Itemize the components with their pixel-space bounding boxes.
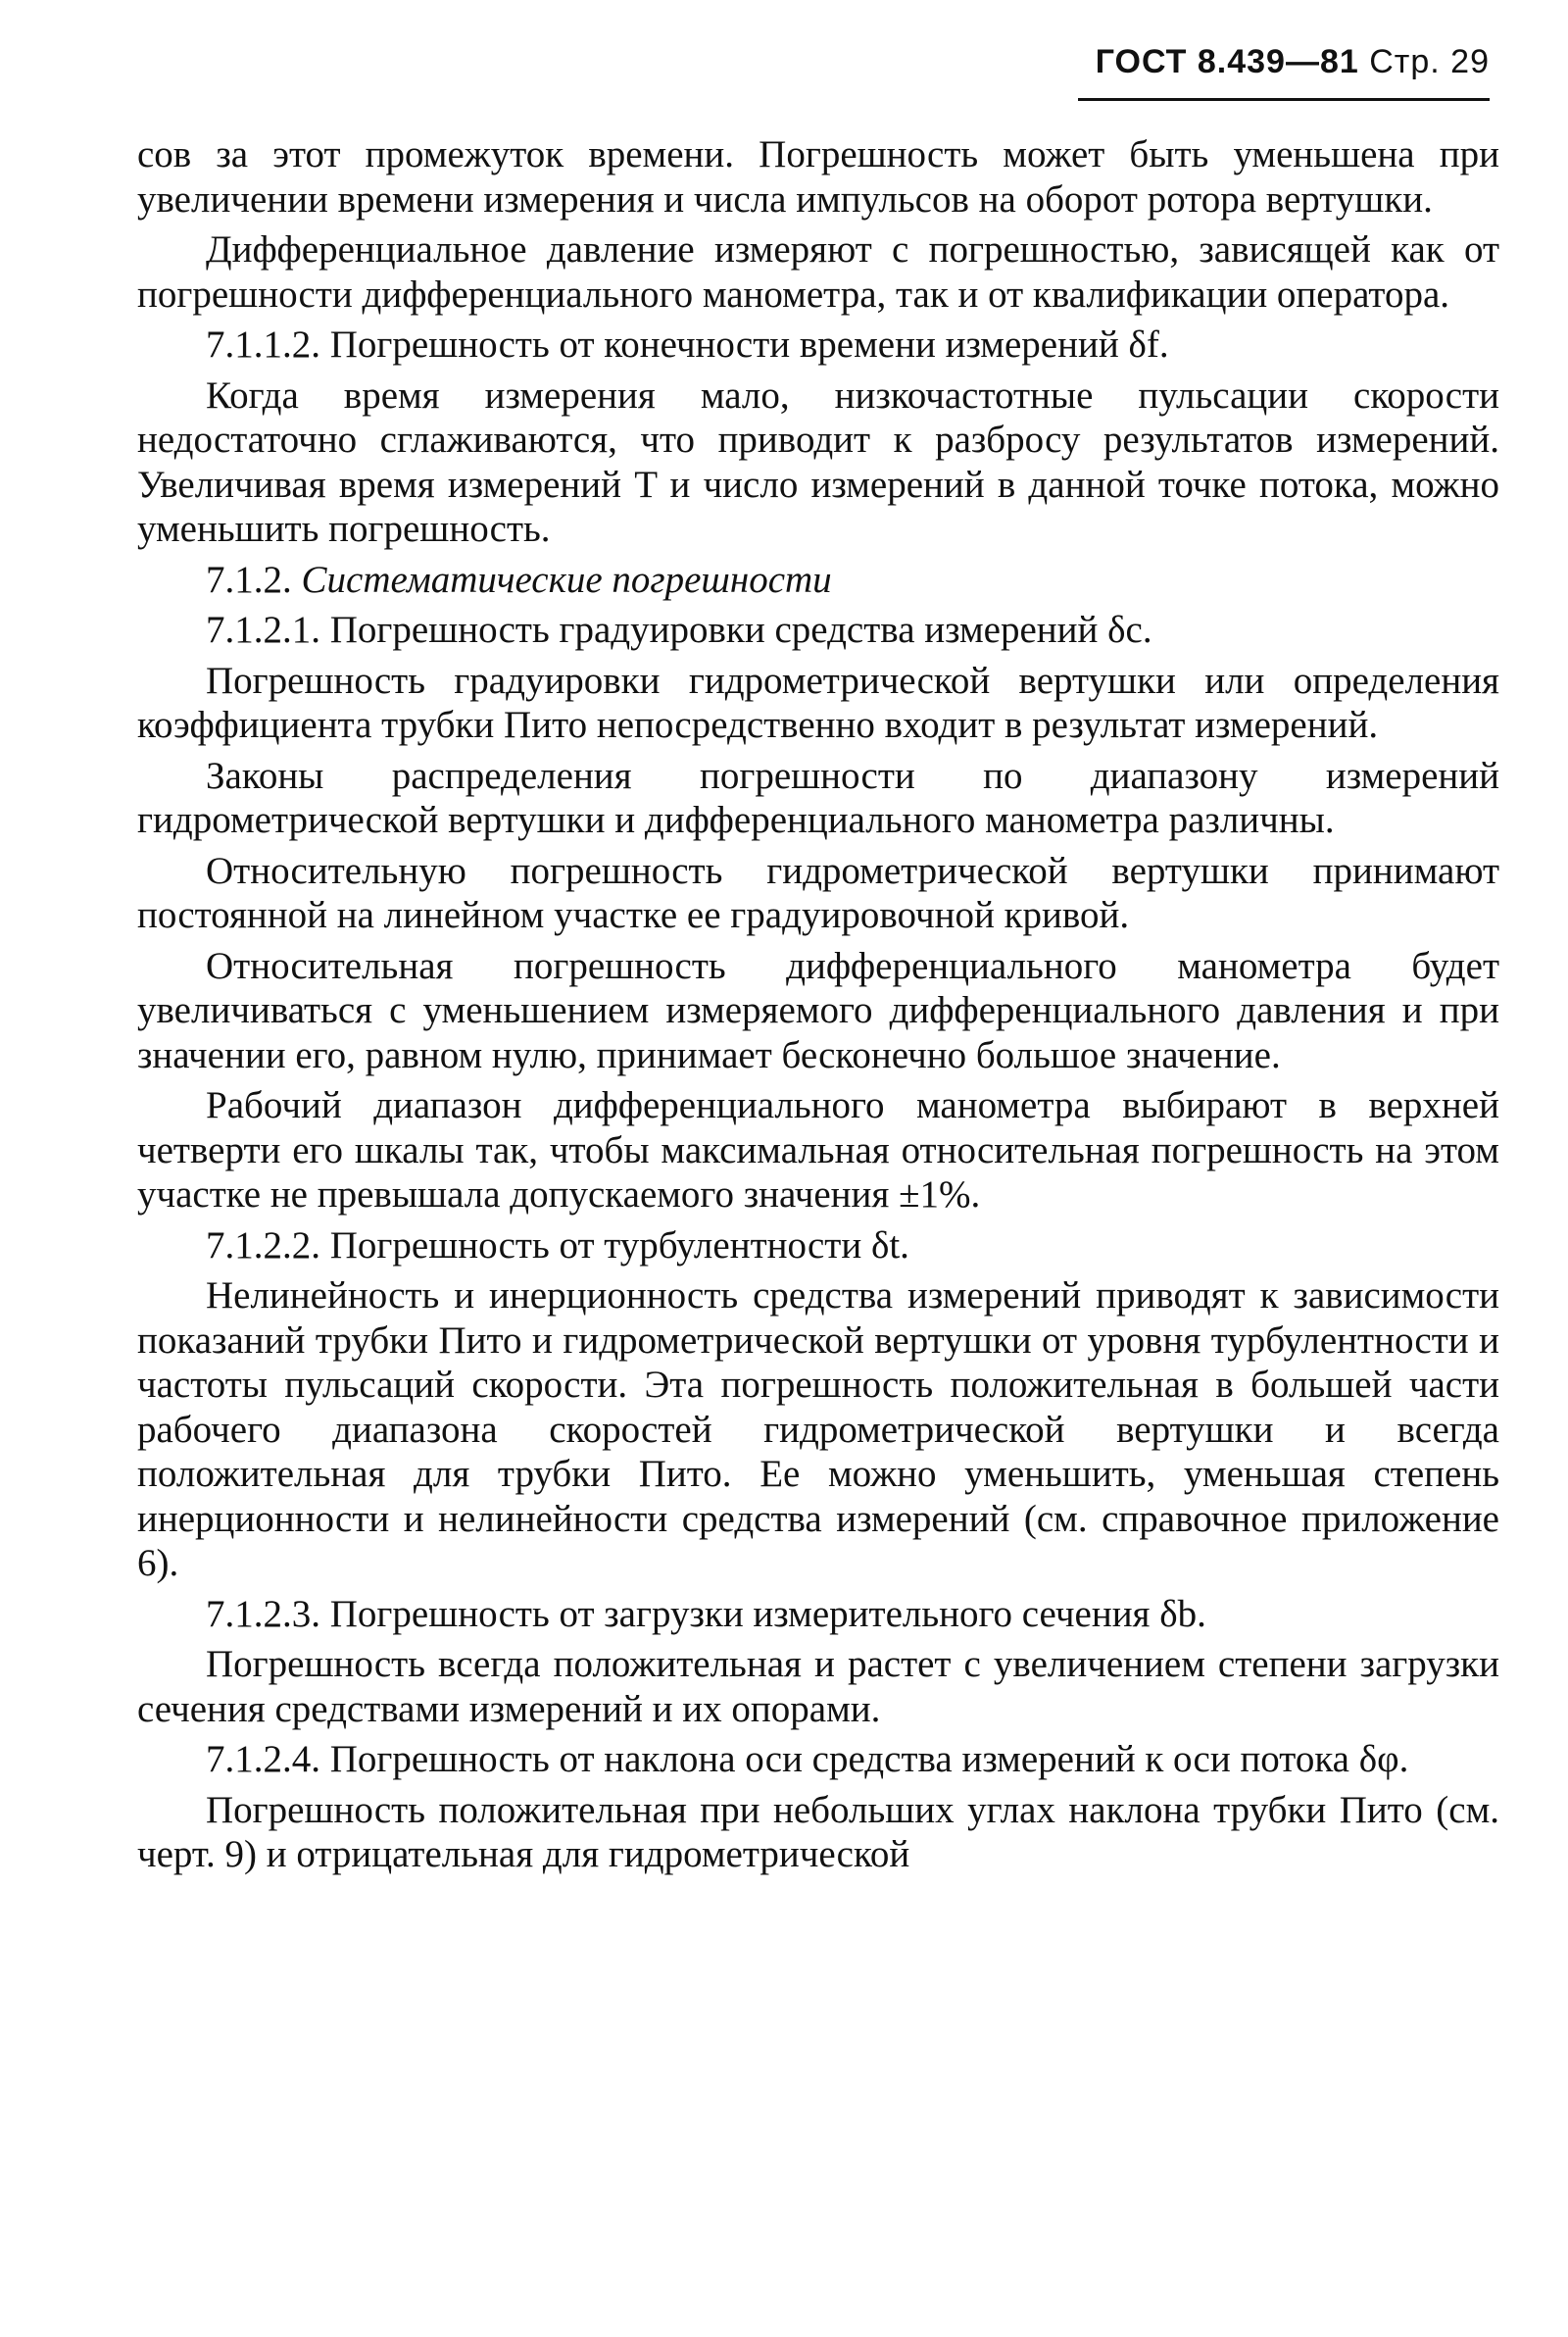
paragraph: Рабочий диапазон дифференциального манометра выбирают в верхней четверти его шкалы так, чтобы максимальная относительная погрешность на этом участке не превышала допускаемого значения ±1%. (137, 1084, 1499, 1216)
paragraph: Относительную погрешность гидрометрической вертушки принимают постоянной на линейном участке ее градуировочной кривой. (137, 849, 1499, 936)
header-rule (1078, 98, 1490, 101)
paragraph: Погрешность градуировки гидрометрической вертушки или определения коэффициента трубки Пито непосредственно входит в результат измерений. (137, 659, 1499, 746)
clause-heading: 7.1.2.1. Погрешность градуировки средства измерений δc. (206, 609, 1152, 651)
clause-heading: 7.1.2.3. Погрешность от загрузки измерительного сечения δb. (206, 1592, 1206, 1635)
paragraph: Относительная погрешность дифференциального манометра будет увеличиваться с уменьшением измеряемого дифференциального давления и при значении его, равном нулю, принимает бесконечно большое значение. (137, 944, 1499, 1076)
page-number: Стр. 29 (1369, 43, 1490, 80)
section-heading (137, 558, 1499, 603)
section-number: 7.1.2. (206, 558, 292, 601)
paragraph: Нелинейность и инерционность средства измерений приводят к зависимости показаний трубки Пито и гидрометрической вертушки от уровня турбулентности и частоты пульсаций скорости. Эта погрешность положительная в большей части рабочего диапазона скоростей гидрометрической вертушки и всегда положительная для трубки Пито. Ее можно уменьшить, уменьшая степень инерционности и нелинейности средства измерений (см. справочное приложение 6). (137, 1274, 1499, 1584)
clause-heading: 7.1.2.4. Погрешность от наклона оси средства измерений к оси потока δφ. (206, 1738, 1409, 1780)
section-title: Систематические погрешности (301, 558, 832, 601)
paragraph-continuation: сов за этот промежуток времени. Погрешность может быть уменьшена при увеличении времени измерения и числа импульсов на оборот ротора вертушки. (137, 133, 1499, 221)
paragraph: Погрешность всегда положительная и растет с увеличением степени загрузки сечения средствами измерений и их опорами. (137, 1643, 1499, 1730)
document-body (137, 132, 1499, 1883)
standard-number: ГОСТ 8.439—81 (1095, 43, 1359, 80)
clause-heading: 7.1.1.2. Погрешность от конечности времени измерений δf. (206, 323, 1169, 366)
paragraph: Когда время измерения мало, низкочастотные пульсации скорости недостаточно сглаживаются, что приводит к разбросу результатов измерений. Увеличивая время измерений T и число измерений в данной точке потока, можно уменьшить погрешность. (137, 373, 1499, 550)
clause-heading: 7.1.2.2. Погрешность от турбулентности δt. (206, 1223, 909, 1267)
page-header (1096, 43, 1490, 81)
paragraph: Дифференциальное давление измеряют с погрешностью, зависящей как от погрешности дифференциального манометра, так и от квалификации оператора. (137, 228, 1499, 316)
paragraph: Погрешность положительная при небольших углах наклона трубки Пито (см. черт. 9) и отрицательная для гидрометрической (137, 1788, 1499, 1875)
paragraph: Законы распределения погрешности по диапазону измерений гидрометрической вертушки и дифференциального манометра различны. (137, 754, 1499, 841)
